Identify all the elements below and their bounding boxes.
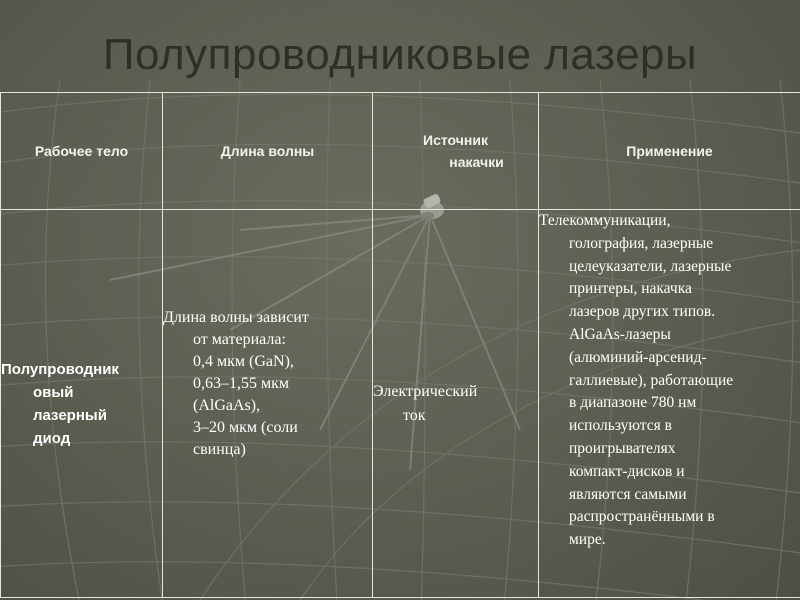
cell-working-body: Полупроводник овый лазерный диод xyxy=(1,210,163,598)
header-wavelength: Длина волны xyxy=(163,93,373,210)
table-header-row xyxy=(1,93,800,210)
slide-title: Полупроводниковые лазеры xyxy=(102,30,698,79)
cell-wavelength: Длина волны зависит от материала: 0,4 мкм (GaN), 0,63–1,55 мкм (AlGaAs), 3–20 мкм (соли свинца) xyxy=(163,210,373,598)
laser-table xyxy=(0,92,800,598)
header-application: Применение xyxy=(539,93,800,210)
cell-application: Телекоммуникации, голография, лазерные целеуказатели, лазерные принтеры, накачка лазеров других типов. AlGaAs-лазеры (алюминий-арсенид- галлиевые), работающие в диапазоне 780 нм используются в проигрывателях компакт-дисков и являются самыми распространёнными в мире. xyxy=(539,210,800,598)
table-row xyxy=(1,210,800,598)
cell-pump-source: Электрический ток xyxy=(373,210,539,598)
header-pump-source: Источник накачки xyxy=(373,93,539,210)
header-working-body: Рабочее тело xyxy=(1,93,163,210)
